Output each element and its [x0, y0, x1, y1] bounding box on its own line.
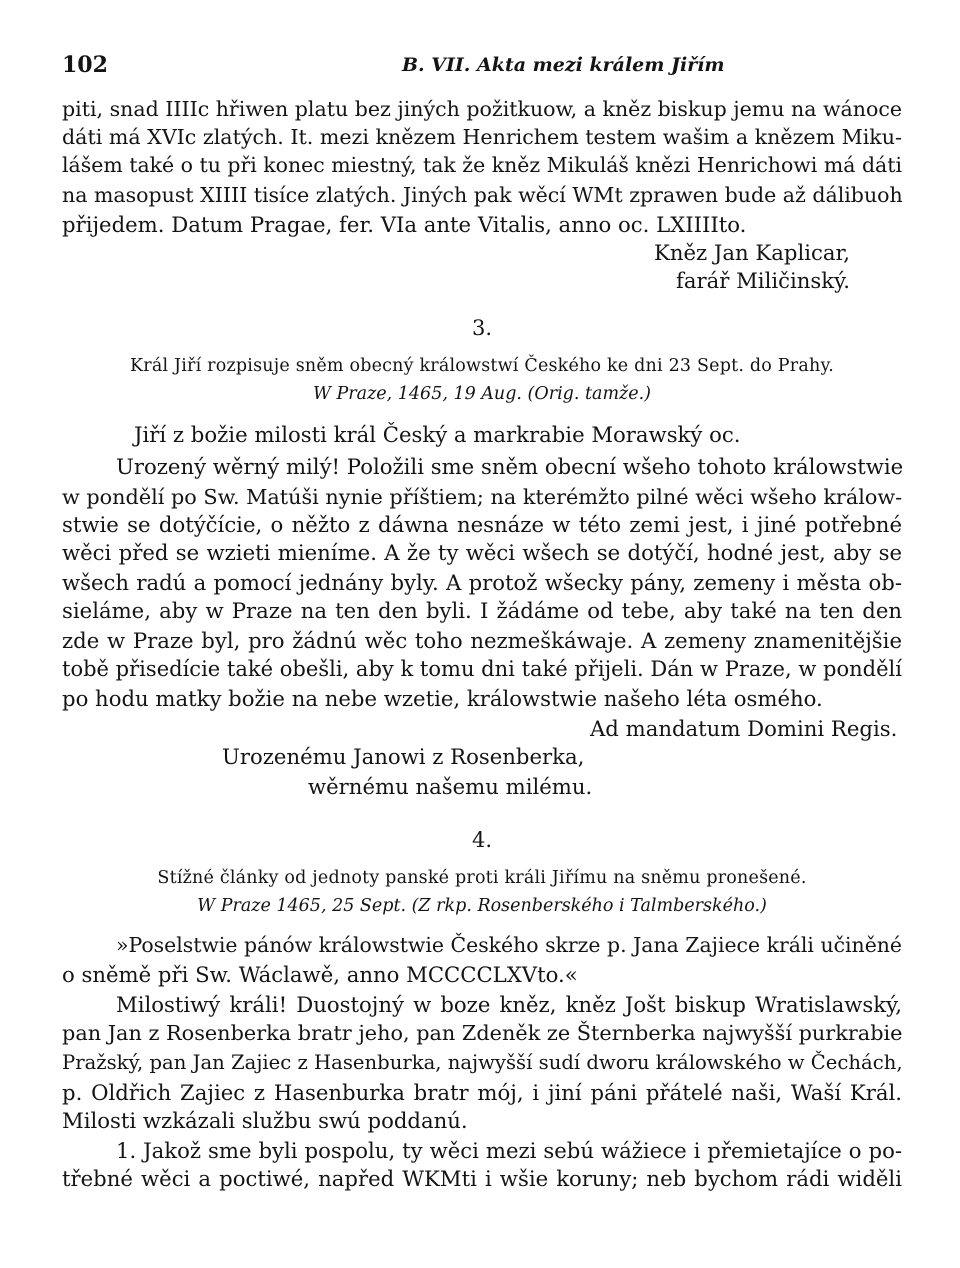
text-line: wšech radú a pomocí jednány byly. A protož wšecky pány, zemeny i města ob-	[62, 570, 902, 595]
text-line: přijedem. Datum Pragae, fer. VIa ante Vitalis, anno oc. LXIIIIto.	[62, 212, 747, 237]
page-number: 102	[62, 52, 108, 78]
text-line: pan Jan z Rosenberka bratr jeho, pan Zdeněk ze Šternberka najwyšší purkrabie	[62, 1021, 903, 1045]
text-line: wěci před se wzieti mieníme. A že ty wěci wšech se dotýčí, hodné jest, aby se	[62, 540, 902, 565]
text-line: tobě přisedície také obešli, aby k tomu dni také přijeli. Dán w Praze, w pondělí	[62, 656, 902, 681]
text-line: zde w Praze byl, pro žádnú wěc toho nezmeškáwaje. A zemeny znamenitějšie	[62, 628, 902, 653]
text-line: stwie se dotýčície, o něžto z dáwna nesnáze w této zemi jest, i jiné potřebné	[62, 512, 902, 537]
doc-number: 3.	[471, 316, 493, 340]
text-line: p. Oldřich Zajiec z Hasenburka bratr mój, i jiní páni přátelé naši, Waší Král.	[62, 1080, 902, 1105]
running-head: B. VII. Akta mezi králem Jiřím	[402, 54, 725, 76]
text-line: w pondělí po Sw. Matúši nynie příštiem; na kterémžto pilné wěci wšeho králow-	[62, 485, 903, 509]
text-line: Urozený wěrný milý! Položili sme sněm obecní wšeho tohoto králowstwie	[116, 454, 904, 479]
signature-line: Kněz Jan Kaplicar,	[654, 240, 851, 265]
text-line: »Poselstwie pánów králowstwie Českého skrze p. Jana Zajiece králi učiněné	[116, 933, 902, 957]
salutation: Jiří z božie milosti král Český a markrabie Morawský oc.	[134, 422, 741, 447]
mandate-line: Ad mandatum Domini Regis.	[590, 716, 898, 741]
addressee-line: wěrnému našemu milému.	[308, 774, 593, 799]
doc-caption: Král Jiří rozpisuje sněm obecný králowstwí Českého ke dni 23 Sept. do Prahy.	[130, 356, 834, 376]
doc-caption: Stížné články od jednoty panské proti králi Jiřímu na sněmu pronešené.	[157, 868, 807, 888]
text-line: Milosti wzkázali službu swú poddanú.	[62, 1108, 468, 1133]
text-line: na masopust XIIII tisíce zlatých. Jiných pak wěcí WMt zprawen bude až dálibuoh	[62, 183, 903, 207]
text-line: sieláme, aby w Praze na ten den byli. I žádáme od tebe, aby také na ten den	[62, 598, 902, 623]
text-line: Milostiwý králi! Duostojný w boze kněz, kněz Jošt biskup Wratislawský,	[116, 992, 902, 1017]
page-header	[62, 52, 902, 82]
doc-source: W Praze 1465, 25 Sept. (Z rkp. Rosenberského i Talmberského.)	[197, 896, 767, 916]
text-line: lášem také o tu při konec miestný, tak že kněz Mikuláš knězi Henrichowi má dáti	[62, 153, 902, 177]
text-line: dáti má XVIc zlatých. It. mezi knězem Henrichem testem wašim a knězem Miku-	[62, 125, 902, 149]
text-line: Pražský, pan Jan Zajiec z Hasenburka, najwyšší sudí dworu králowského w Čechách,	[62, 1051, 903, 1074]
text-line: 1. Jakož sme byli pospolu, ty wěci mezi sebú wážiece i přemietajíce o po-	[116, 1138, 902, 1163]
addressee-line: Urozenému Janowi z Rosenberka,	[222, 744, 585, 769]
text-line: piti, snad IIIIc hřiwen platu bez jiných požitkuow, a kněz biskup jemu na wánoce	[62, 97, 903, 121]
doc-number: 4.	[471, 828, 493, 852]
doc-source: W Praze, 1465, 19 Aug. (Orig. tamže.)	[312, 384, 652, 404]
signature-line: farář Miličinský.	[676, 268, 851, 293]
text-line: třebné wěci a poctiwé, napřed WKMti i wšie koruny; neb bychom rádi widěli	[62, 1166, 902, 1191]
text-line: po hodu matky božie na nebe wzetie, králowstwie našeho léta osmého.	[62, 686, 823, 711]
text-line: o sněmě při Sw. Wáclawě, anno MCCCCLXVto.«	[62, 962, 578, 987]
